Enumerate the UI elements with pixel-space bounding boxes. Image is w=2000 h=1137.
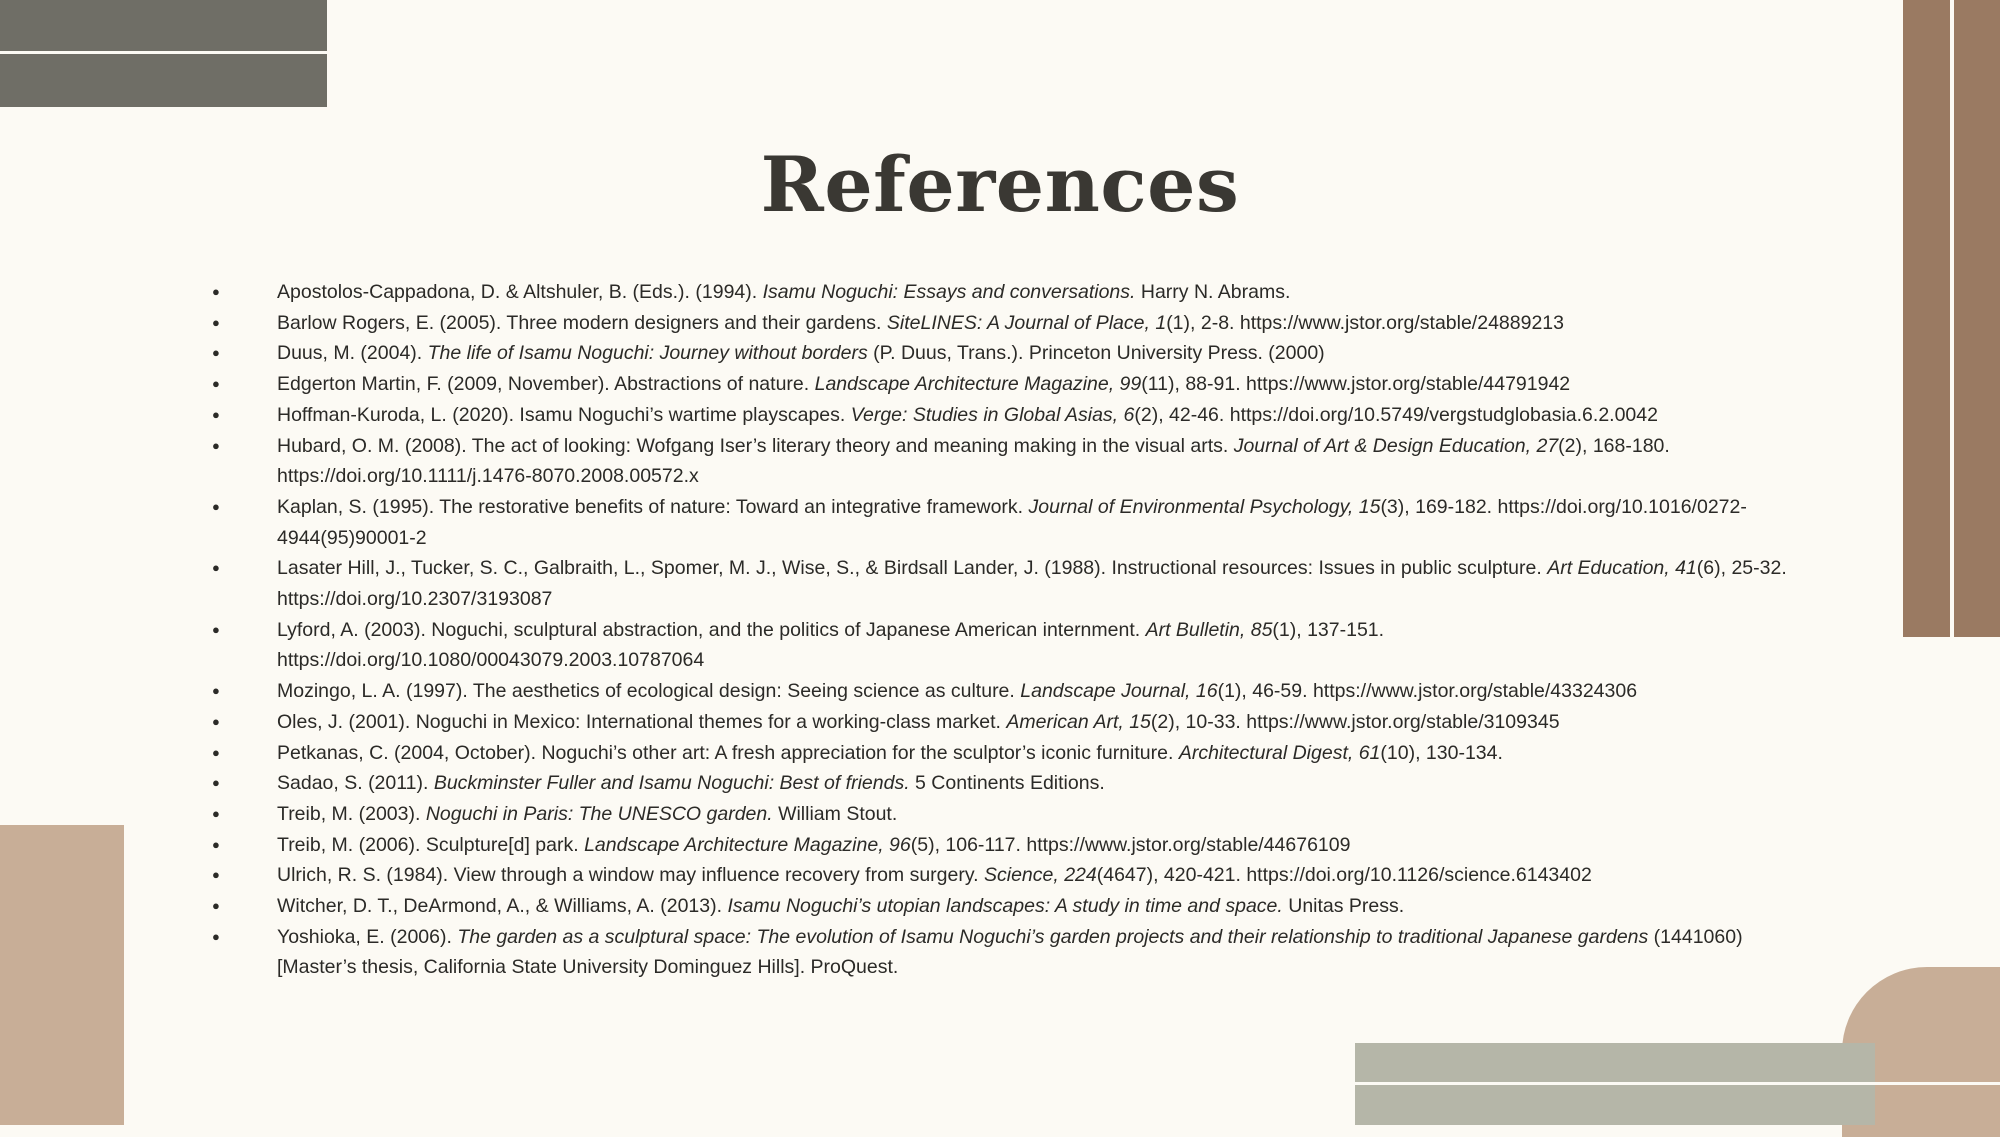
reference-item: ● Ulrich, R. S. (1984). View through a window may influence recovery from surgery. Science, 224(4647), 420-421. https://doi.org/10.1126/science.6143402 <box>210 860 1810 891</box>
reference-item: ● Duus, M. (2004). The life of Isamu Noguchi: Journey without borders (P. Duus, Trans.). Princeton University Press. (2000) <box>210 338 1810 369</box>
reference-list <box>210 277 1810 983</box>
reference-item: ● Yoshioka, E. (2006). The garden as a sculptural space: The evolution of Isamu Noguchi’s garden projects and their relationship to traditional Japanese gardens (1441060) [Master’s thesis, California State University Dominguez Hills]. ProQuest. <box>210 922 1810 983</box>
reference-item: ● Oles, J. (2001). Noguchi in Mexico: International themes for a working-class market. American Art, 15(2), 10-33. https://www.jstor.org/stable/3109345 <box>210 707 1810 738</box>
reference-item: ● Hoffman-Kuroda, L. (2020). Isamu Noguchi’s wartime playscapes. Verge: Studies in Global Asias, 6(2), 42-46. https://doi.org/10.5749/vergstudglobasia.6.2.0042 <box>210 400 1810 431</box>
reference-item: ● Barlow Rogers, E. (2005). Three modern designers and their gardens. SiteLINES: A Journal of Place, 1(1), 2-8. https://www.jstor.org/stable/24889213 <box>210 308 1810 339</box>
reference-item: ● Kaplan, S. (1995). The restorative benefits of nature: Toward an integrative framework. Journal of Environmental Psychology, 15(3), 169-182. https://doi.org/10.1016/0272-4944(95)90001-2 <box>210 492 1810 553</box>
reference-item: ● Witcher, D. T., DeArmond, A., & Williams, A. (2013). Isamu Noguchi’s utopian landscapes: A study in time and space. Unitas Press. <box>210 891 1810 922</box>
bottom-accent-line <box>1355 1082 2000 1085</box>
reference-item: ● Apostolos-Cappadona, D. & Altshuler, B. (Eds.). (1994). Isamu Noguchi: Essays and conversations. Harry N. Abrams. <box>210 277 1810 308</box>
slide-title: References <box>760 140 1240 229</box>
reference-item: ● Edgerton Martin, F. (2009, November). Abstractions of nature. Landscape Architecture Magazine, 99(11), 88-91. https://www.jstor.org/stable/44791942 <box>210 369 1810 400</box>
reference-item: ● Sadao, S. (2011). Buckminster Fuller and Isamu Noguchi: Best of friends. 5 Continents Editions. <box>210 768 1810 799</box>
reference-item: ● Petkanas, C. (2004, October). Noguchi’s other art: A fresh appreciation for the sculptor’s iconic furniture. Architectural Digest, 61(10), 130-134. <box>210 738 1810 769</box>
reference-item: ● Treib, M. (2003). Noguchi in Paris: The UNESCO garden. William Stout. <box>210 799 1810 830</box>
reference-item: ● Mozingo, L. A. (1997). The aesthetics of ecological design: Seeing science as culture. Landscape Journal, 16(1), 46-59. https://www.jstor.org/stable/43324306 <box>210 676 1810 707</box>
top-left-accent-line <box>0 51 327 54</box>
reference-item: ● Lasater Hill, J., Tucker, S. C., Galbraith, L., Spomer, M. J., Wise, S., & Birdsall Lander, J. (1988). Instructional resources: Issues in public sculpture. Art Education, 41(6), 25-32. https://doi.org/10.2307/3193087 <box>210 553 1810 614</box>
reference-item: ● Hubard, O. M. (2008). The act of looking: Wofgang Iser’s literary theory and meaning making in the visual arts. Journal of Art & Design Education, 27(2), 168-180. https://doi.org/10.1111/j.1476-8070.2008.00572.x <box>210 431 1810 492</box>
right-accent-column-right <box>1954 0 2000 637</box>
right-accent-column-left <box>1903 0 1950 637</box>
bottom-left-accent-block <box>0 825 124 1125</box>
reference-item: ● Treib, M. (2006). Sculpture[d] park. Landscape Architecture Magazine, 96(5), 106-117. https://www.jstor.org/stable/44676109 <box>210 830 1810 861</box>
reference-item: ● Lyford, A. (2003). Noguchi, sculptural abstraction, and the politics of Japanese American internment. Art Bulletin, 85(1), 137-151. https://doi.org/10.1080/00043079.2003.10787064 <box>210 615 1810 676</box>
